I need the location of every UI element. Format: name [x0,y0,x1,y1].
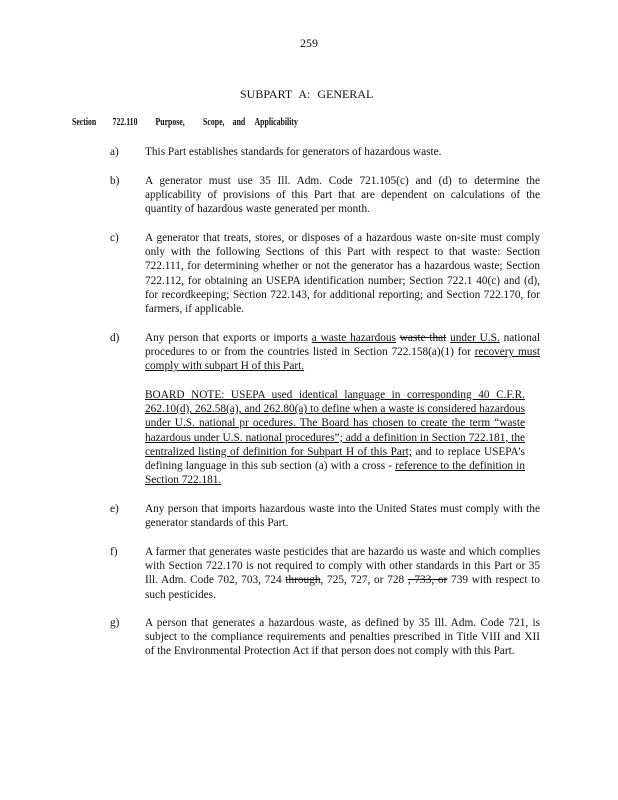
item-text: A person that generates a hazardous waste, as defined by 35 Ill. Adm. Code 721, is subject to the compliance requirements and penalties prescribed in Title VIII and XII of the Environmental Protection Act if that person does not comply with this Part. [145,617,540,658]
section-title-word: Purpose, [155,117,185,128]
item-text: A generator that treats, stores, or disposes of a hazardous waste on-site must comply only with the following Sections of this Part with respect to that waste: Section 722.111, for determining whether or not the generator has a hazardous waste; Section 722.112, for obtaining an USEPA identification number; Section 722.1 40(c) and (d), for recordkeeping; Section 722.143, for additional reporting; and Section 722.170, for farmers, if applicable. [145,232,540,316]
section-heading [72,117,298,128]
item-label: g) [110,617,120,629]
item-c [110,231,540,316]
page-number: 259 [300,36,318,50]
item-a [110,145,540,159]
item-text [145,331,540,374]
item-g [110,616,540,659]
section-label: Section [72,117,97,128]
section-title-word: Applicability [254,117,298,128]
item-b [110,174,540,217]
inserted-text: a waste hazardous [311,332,396,344]
item-label: f) [110,546,118,558]
inserted-text: reference to the definition in Section 722.181. [145,460,525,487]
deleted-text: , 733, or [407,574,448,587]
text-run: 739 with respect to such pesticides. [145,574,541,601]
subpart-heading: SUBPART A: GENERAL [240,87,374,101]
item-text: This Part establishes standards for generators of hazardous waste. [145,146,442,158]
item-label: a) [110,146,119,158]
inserted-text: under U.S. [450,332,500,344]
text-run: Any person that exports or imports [145,332,308,344]
item-label: e) [110,503,119,515]
item-text: A generator must use 35 Ill. Adm. Code 721.105(c) and (d) to determine the applicability of provisions of this Part that are dependent on calculations of the quantity of hazardous waste generated per month. [145,175,540,216]
text-run: , 725, 727, or 728 [320,574,405,587]
text-run: and to replace USEPA’s defining language in this sub section (a) with a cross - [145,445,525,473]
section-title-word: and [232,117,246,128]
item-e [110,502,540,530]
text-run: national procedures to or from the countries listed in Section 722.158(a)(1) for [145,332,540,359]
item-f [110,545,540,602]
item-text [145,545,540,602]
board-note [145,388,525,487]
deleted-text: through [285,574,321,587]
item-label: d) [110,332,120,344]
item-label: b) [110,175,120,187]
section-title-word: Scope, [203,117,225,128]
section-number: 722.110 [112,117,138,128]
item-label: c) [110,232,119,244]
inserted-text: recovery must comply with subpart H of this Part. [145,346,540,373]
inserted-text: BOARD NOTE: USEPA used identical language in corresponding 40 C.F.R. 262.10(d), 262.58(a), and 262.80(a) to define when a waste is considered hazardous under U.S. national pr ocedures. The Board has chosen to create the term “waste hazardous under U.S. national procedures”; add a definition in Section 722.181, the centralized listing of definition for Subpart H of this Part; [145,389,525,458]
item-d [110,331,540,374]
text-run: A farmer that generates waste pesticides that are hazardo us waste and which complies with Section 722.170 is not required to comply with other standards in this Part or 35 Ill. Adm. Code 702, 703, 724 [145,546,540,587]
item-text: Any person that imports hazardous waste into the United States must comply with the generator standards of this Part. [145,503,540,530]
deleted-text: waste that [399,332,447,344]
